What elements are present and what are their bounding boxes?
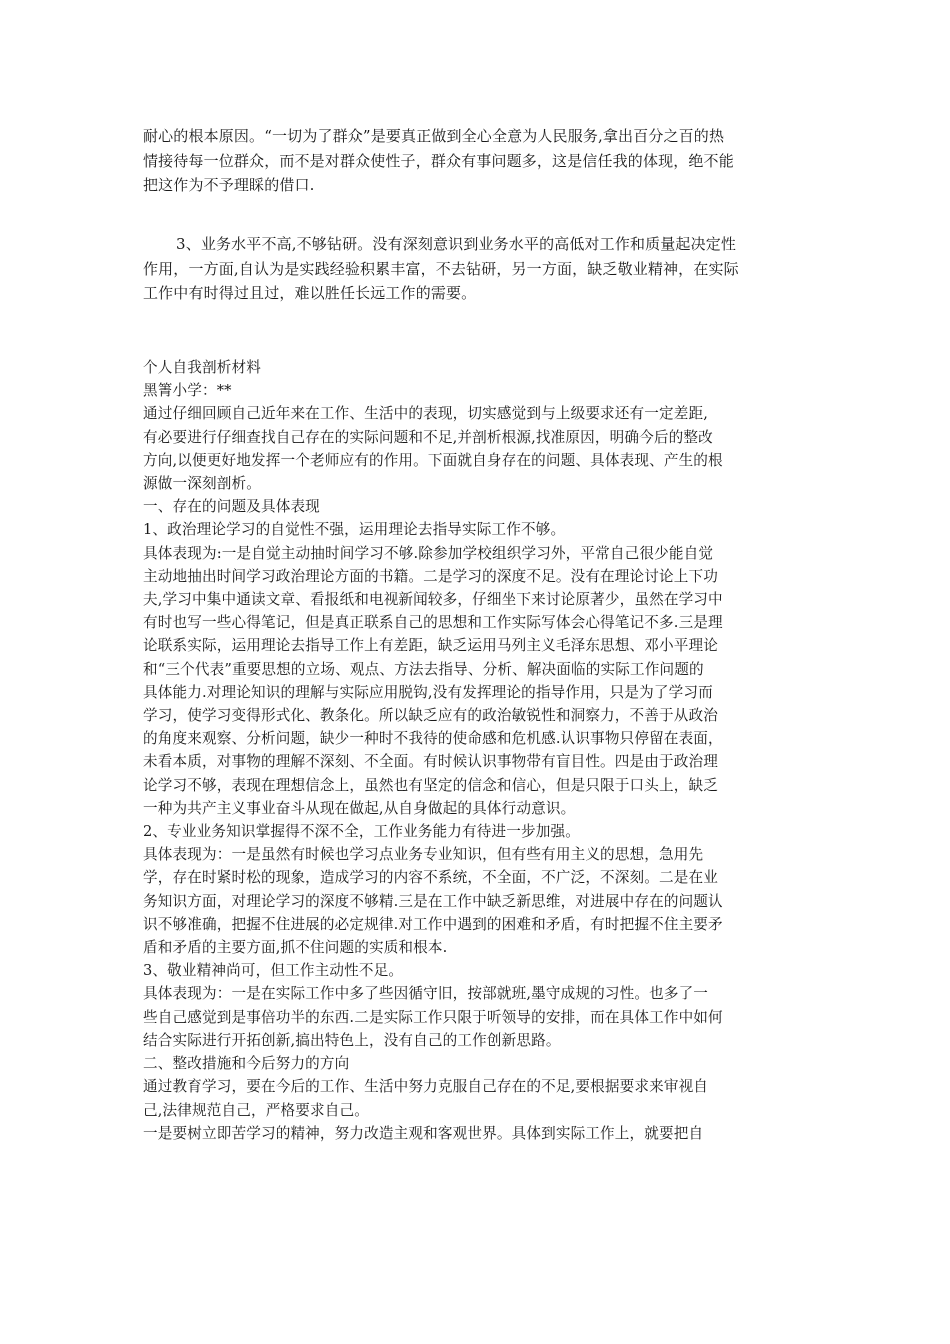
author-line: 黑箐小学：** <box>143 382 232 400</box>
text-line: 具体表现为：一是虽然有时候也学习点业务专业知识，但有些有用主义的思想，急用先 <box>143 846 704 864</box>
text-line: 把这作为不予理睬的借口. <box>143 176 315 194</box>
text-line: 论学习不够，表现在理想信念上，虽然也有坚定的信念和信心，但是只限于口头上，缺乏 <box>143 776 719 794</box>
subheading-1: 1、政治理论学习的自觉性不强，运用理论去指导实际工作不够。 <box>143 521 566 539</box>
text-line: 有时也写一些心得笔记，但是真正联系自己的思想和工作实际写体会心得笔记不多.三是理 <box>143 614 723 632</box>
text-line: 通过教育学习，要在今后的工作、生活中努力克服自己存在的不足,要根据要求来审视自 <box>143 1078 709 1096</box>
text-line: 些自己感觉到是事倍功半的东西.二是实际工作只限于听领导的安排，而在具体工作中如何 <box>143 1008 723 1026</box>
text-line: 学习，使学习变得形式化、教条化。所以缺乏应有的政治敏锐性和洞察力，不善于从政治 <box>143 707 719 725</box>
text-line: 己,法律规范自己，严格要求自己。 <box>143 1101 369 1119</box>
heading-problems: 一、存在的问题及具体表现 <box>143 498 320 516</box>
text-line: 作用，一方面,自认为是实践经验积累丰富，不去钻研，另一方面，缺乏敬业精神，在实际 <box>143 259 739 278</box>
self-analysis-section <box>143 356 815 1145</box>
text-line: 务知识方面，对理论学习的深度不够精.三是在工作中缺乏新思维，对进展中存在的问题认 <box>143 892 723 910</box>
text-line: 有必要进行仔细查找自己存在的实际问题和不足,并剖析根源,找准原因，明确今后的整改 <box>143 428 713 446</box>
text-line: 和“三个代表”重要思想的立场、观点、方法去指导、分析、解决面临的实际工作问题的 <box>143 660 704 678</box>
subheading-3: 3、敬业精神尚可，但工作主动性不足。 <box>143 962 404 980</box>
heading-measures: 二、整改措施和今后努力的方向 <box>143 1055 350 1073</box>
subheading-2: 2、专业业务知识掌握得不深不全，工作业务能力有待进一步加强。 <box>143 823 581 841</box>
text-line: 未看本质，对事物的理解不深刻、不全面。有时候认识事物带有盲目性。四是由于政治理 <box>143 753 719 771</box>
text-line: 耐心的根本原因。“一切为了群众”是要真正做到全心全意为人民服务,拿出百分之百的热 <box>143 127 725 145</box>
section-title: 个人自我剖析材料 <box>143 359 261 376</box>
paragraph-top <box>143 124 815 198</box>
paragraph-business-level <box>143 232 815 306</box>
text-line: 识不够准确，把握不住进展的必定规律.对工作中遇到的困难和矛盾，有时把握不住主要矛 <box>143 915 723 933</box>
text-line: 结合实际进行开拓创新,搞出特色上，没有自己的工作创新思路。 <box>143 1031 561 1049</box>
text-line: 一种为共产主义事业奋斗从现在做起,从自身做起的具体行动意识。 <box>143 799 576 817</box>
text-line: 具体表现为：一是在实际工作中多了些因循守旧，按部就班,墨守成规的习性。也多了一 <box>143 985 709 1003</box>
text-line: 盾和矛盾的主要方面,抓不住问题的实质和根本. <box>143 939 448 957</box>
text-line: 情接待每一位群众，而不是对群众使性子，群众有事问题多，这是信任我的体现，绝不能 <box>143 151 734 170</box>
text-line: 论联系实际，运用理论去指导工作上有差距，缺乏运用马列主义毛泽东思想、邓小平理论 <box>143 637 719 655</box>
text-line: 的角度来观察、分析问题，缺少一种时不我待的使命感和危机感.认识事物只停留在表面， <box>143 730 723 748</box>
text-line: 3、业务水平不高,不够钻研。没有深刻意识到业务水平的高低对工作和质量起决定性 <box>176 235 737 253</box>
text-line: 主动地抽出时间学习政治理论方面的书籍。二是学习的深度不足。没有在理论讨论上下功 <box>143 567 719 585</box>
text-line: 具体表现为:一是自觉主动抽时间学习不够.除参加学校组织学习外，平常自己很少能自觉 <box>143 544 714 562</box>
text-line: 工作中有时得过且过，难以胜任长远工作的需要。 <box>143 284 477 302</box>
text-line: 夫,学习中集中通读文章、看报纸和电视新闻较多，仔细坐下来讨论原著少，虽然在学习中 <box>143 591 723 609</box>
text-line: 源做一深刻剖析。 <box>143 475 261 493</box>
text-line: 方向,以便更好地发挥一个老师应有的作用。下面就自身存在的问题、具体表现、产生的根 <box>143 451 723 469</box>
text-line: 学，存在时紧时松的现象，造成学习的内容不系统，不全面，不广泛，不深刻。二是在业 <box>143 869 719 887</box>
text-line: 一是要树立即苦学习的精神，努力改造主观和客观世界。具体到实际工作上，就要把自 <box>143 1124 704 1142</box>
text-line: 具体能力.对理论知识的理解与实际应用脱钩,没有发挥理论的指导作用，只是为了学习而 <box>143 683 713 701</box>
text-line: 通过仔细回顾自己近年来在工作、生活中的表现，切实感觉到与上级要求还有一定差距, <box>143 405 709 423</box>
